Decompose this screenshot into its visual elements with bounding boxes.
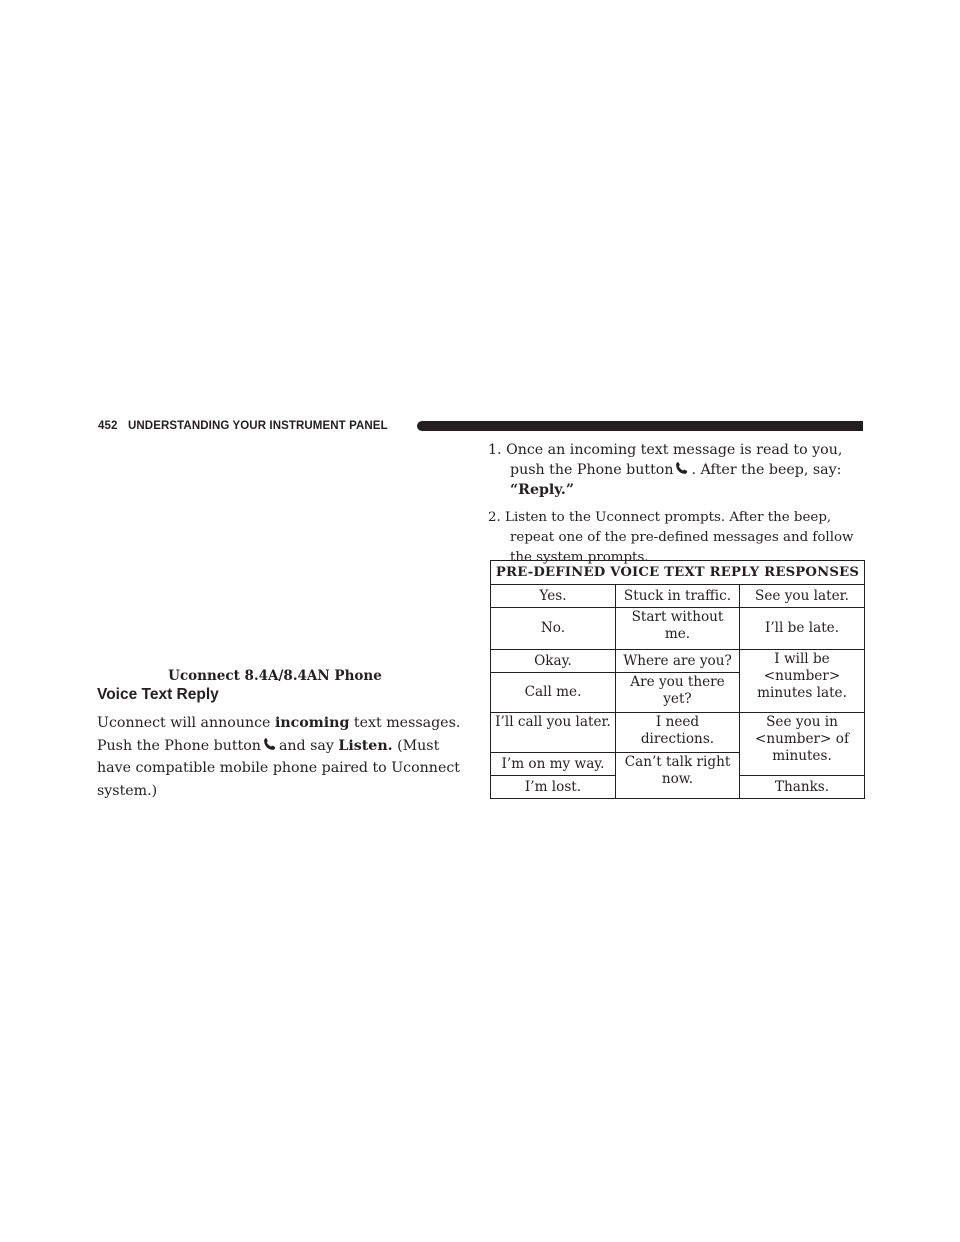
phone-icon <box>263 737 277 751</box>
table-cell: I will be <number> minutes late. <box>740 650 865 713</box>
para-bold-incoming: incoming <box>274 715 350 731</box>
step-1 <box>488 440 868 500</box>
step-text: Once an incoming text message is read to you, push the Phone button <box>506 442 843 478</box>
table-cell: I’m lost. <box>491 776 616 799</box>
step-bold-reply: “Reply.” <box>510 482 575 498</box>
intro-paragraph <box>97 712 477 802</box>
table-cell: Call me. <box>491 673 616 713</box>
table-row <box>491 608 865 650</box>
table-cell: Are you there yet? <box>616 673 740 713</box>
table-cell: Okay. <box>491 650 616 673</box>
header-bar <box>417 421 863 431</box>
responses-table <box>490 560 865 799</box>
table-cell: Yes. <box>491 585 616 608</box>
table-row <box>491 585 865 608</box>
table-cell: Start without me. <box>616 608 740 650</box>
table-header-row <box>491 561 865 585</box>
page-number: 452 <box>98 420 118 432</box>
step-text: Listen to the Uconnect prompts. After the beep, repeat one of the pre-defined messages and follow the system prompts. <box>505 510 854 565</box>
figure-caption: Uconnect 8.4A/8.4AN Phone <box>168 668 382 684</box>
table-cell: I’ll call you later. <box>491 713 616 753</box>
step-number: 2. <box>488 510 501 525</box>
table-cell: Can’t talk right now. <box>616 753 740 799</box>
table-cell: See you later. <box>740 585 865 608</box>
phone-icon <box>675 461 689 475</box>
section-title: UNDERSTANDING YOUR INSTRUMENT PANEL <box>128 420 388 432</box>
step-number: 1. <box>488 442 502 458</box>
table-cell: Thanks. <box>740 776 865 799</box>
step-2 <box>488 508 868 568</box>
table-cell: I’m on my way. <box>491 753 616 776</box>
table-row <box>491 713 865 753</box>
step-text: . After the beep, say: <box>691 462 842 478</box>
para-text: and say <box>278 737 339 754</box>
para-text: (Must have compatible mobile phone paired to Uconnect system.) <box>97 737 460 799</box>
table-title: PRE-DEFINED VOICE TEXT REPLY RESPONSES <box>491 561 865 585</box>
table-cell: I need directions. <box>616 713 740 753</box>
table-cell: See you in <number> of minutes. <box>740 713 865 776</box>
table-cell: Stuck in traffic. <box>616 585 740 608</box>
para-bold-listen: Listen. <box>338 737 393 754</box>
section-heading: Voice Text Reply <box>97 686 219 703</box>
table-cell: Where are you? <box>616 650 740 673</box>
para-text: text messages. Push the Phone button <box>97 715 461 754</box>
steps-list <box>488 440 868 576</box>
page-header <box>97 418 863 436</box>
para-text: Uconnect will announce <box>97 715 275 731</box>
responses-table-wrap <box>490 560 864 799</box>
table-cell: No. <box>491 608 616 650</box>
table-cell: I’ll be late. <box>740 608 865 650</box>
table-row <box>491 650 865 673</box>
